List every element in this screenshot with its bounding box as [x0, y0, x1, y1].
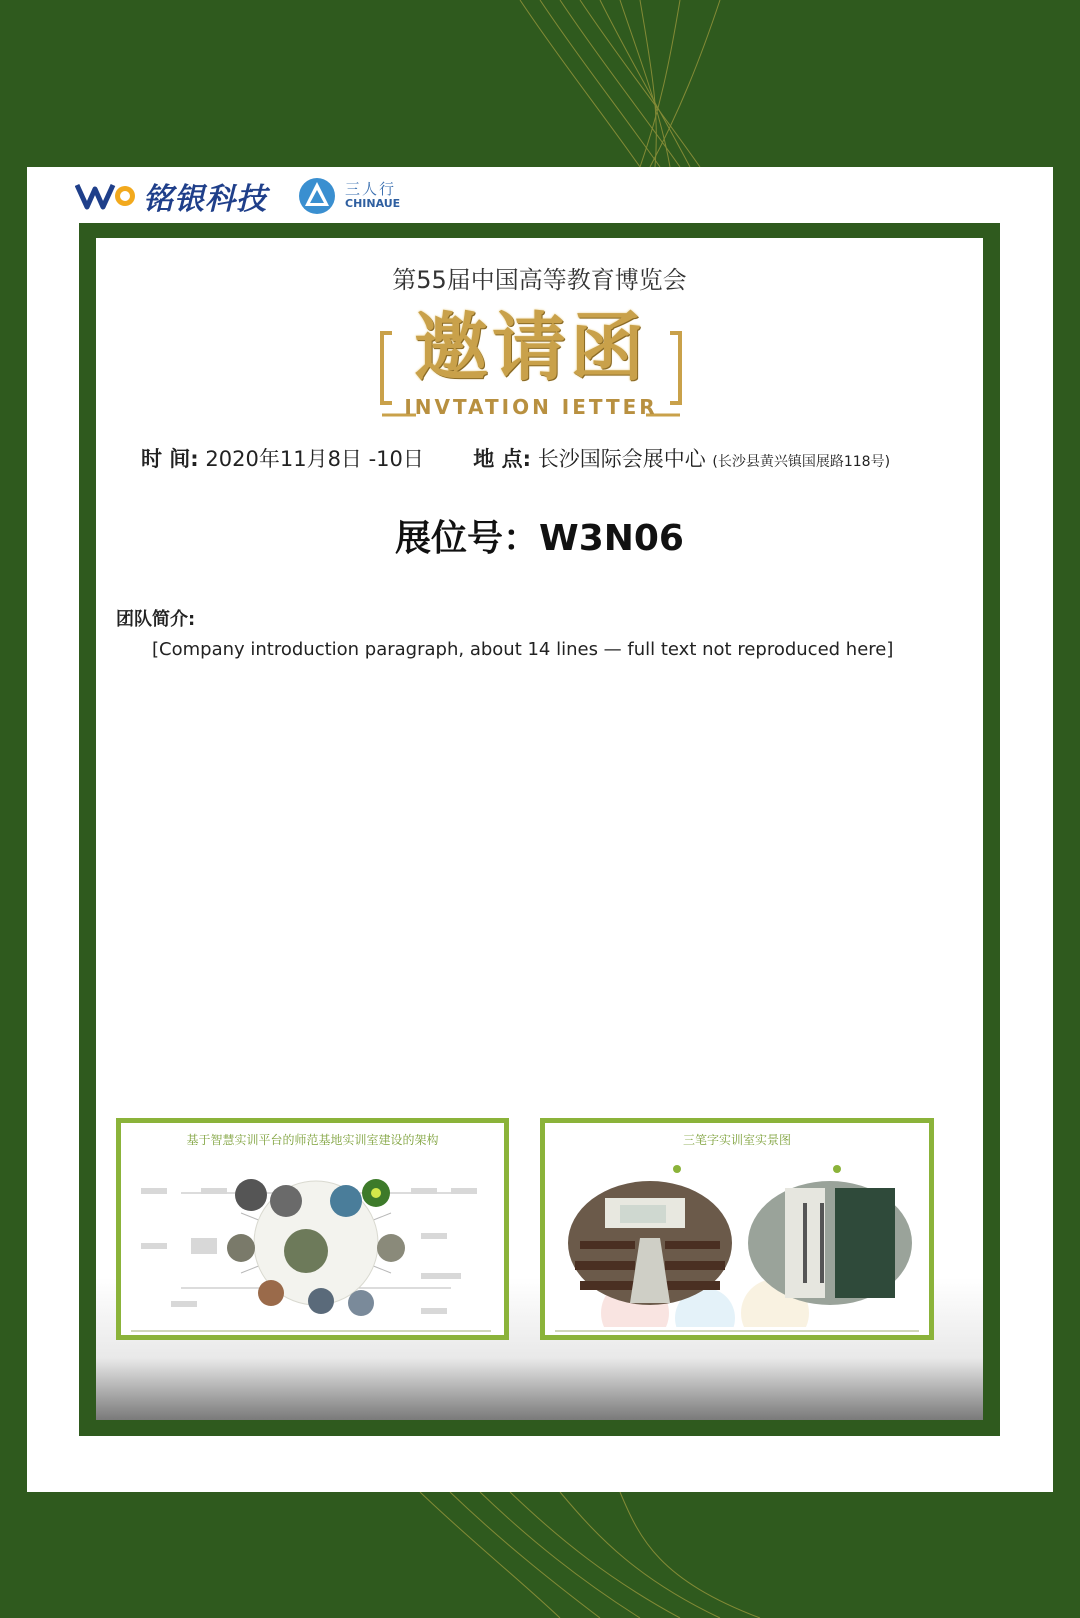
invitation-title-en: INVTATION IETTER [404, 395, 658, 419]
chinaue-logo-cn: 三人行 [345, 180, 397, 199]
classroom-photos-image [540, 1118, 934, 1340]
chinaue-logo-en: CHINAUE [345, 197, 401, 211]
invitation-headline [376, 303, 686, 433]
invitation-title: 邀请函 [414, 305, 648, 391]
invitation-content [96, 238, 983, 1420]
time-value: 2020年11月8日 -10日 [205, 447, 424, 471]
classroom-photos-title: 三笔字实训室实景图 [682, 1133, 791, 1147]
mingyin-logo [75, 174, 267, 218]
mingyin-logo-icon [75, 179, 137, 213]
place-value: 长沙国际会展中心 [537, 447, 706, 471]
place-label: 地 点: [473, 447, 532, 471]
architecture-diagram-graphic [121, 1123, 504, 1335]
chinaue-logo [297, 176, 400, 216]
logo-row [75, 170, 400, 222]
classroom-photos-graphic [545, 1123, 929, 1335]
expo-title: 第55届中国高等教育博览会 [392, 266, 687, 294]
booth-number: 展位号：W3N06 [395, 518, 684, 559]
event-info [141, 443, 981, 473]
mingyin-logo-text: 铭银科技 [143, 182, 267, 217]
place-detail: (长沙县黄兴镇国展路118号) [712, 454, 891, 470]
time-label: 时 间: [141, 447, 199, 471]
team-description: [Company introduction paragraph, about 14 lines — full text not reproduced here] [152, 639, 894, 660]
architecture-diagram-title: 基于智慧实训平台的师范基地实训室建设的架构 [186, 1133, 439, 1147]
chinaue-logo-icon [297, 176, 337, 216]
architecture-diagram-image [116, 1118, 509, 1340]
team-heading: 团队简介: [116, 609, 196, 630]
